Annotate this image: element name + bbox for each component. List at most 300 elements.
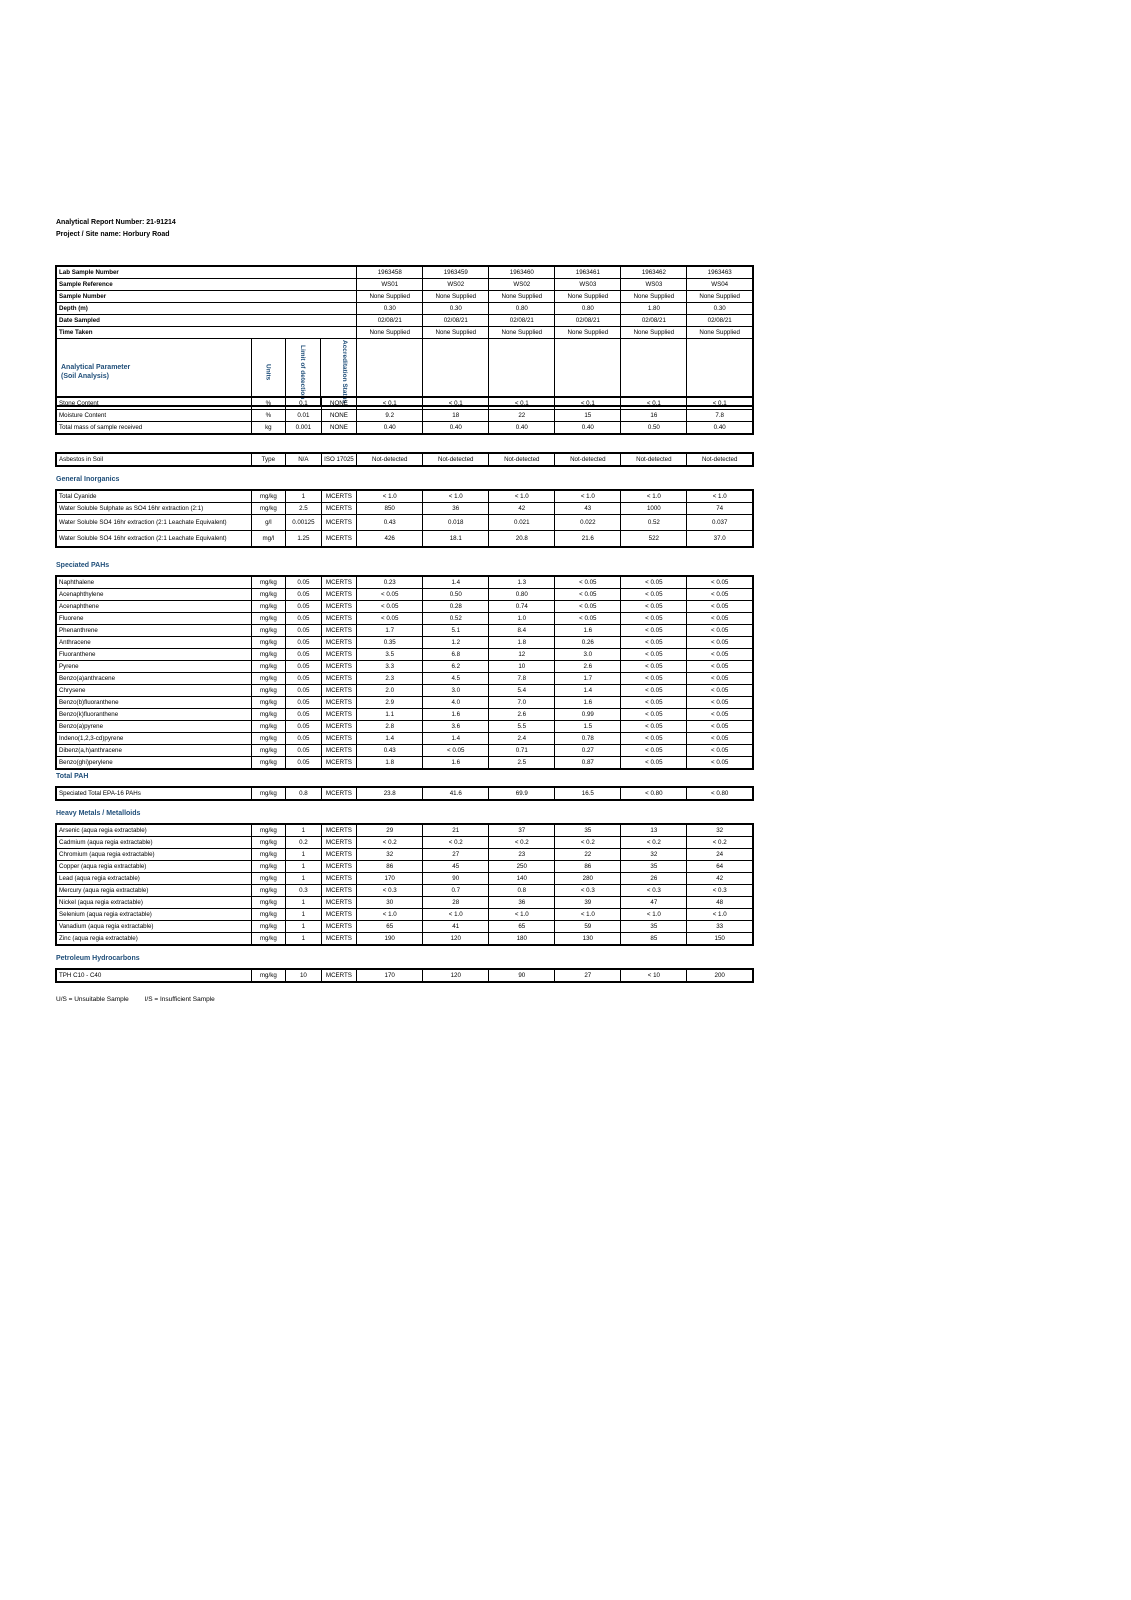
result-value: < 0.05 [687, 697, 753, 709]
result-value: 0.022 [555, 515, 621, 531]
result-value: 45 [423, 861, 489, 873]
parameter-name: Water Soluble SO4 16hr extraction (2:1 Leachate Equivalent) [56, 531, 251, 548]
result-value: 35 [621, 861, 687, 873]
result-value: Not-detected [621, 453, 687, 466]
parameter-name: Pyrene [56, 661, 251, 673]
result-row [56, 685, 753, 697]
section-title: Total PAH [56, 773, 89, 780]
result-value: < 0.05 [687, 576, 753, 589]
accreditation-value: MCERTS [321, 757, 357, 770]
result-value: 1.5 [555, 721, 621, 733]
accreditation-value: NONE [321, 410, 357, 422]
result-value: < 0.05 [621, 721, 687, 733]
accreditation-value: MCERTS [321, 637, 357, 649]
result-value: 0.018 [423, 515, 489, 531]
units-value: mg/kg [251, 933, 286, 946]
result-value: 0.78 [555, 733, 621, 745]
results-table [55, 452, 754, 467]
result-row [56, 885, 753, 897]
result-value: 27 [555, 969, 621, 982]
result-value: < 0.05 [357, 613, 423, 625]
result-value: < 1.0 [423, 909, 489, 921]
lod-value: 0.01 [286, 410, 322, 422]
result-value: < 0.80 [687, 787, 753, 800]
result-value: 1.3 [489, 576, 555, 589]
result-value: 0.52 [621, 515, 687, 531]
header-value: None Supplied [621, 327, 687, 339]
result-value: < 0.1 [423, 397, 489, 410]
accreditation-value: MCERTS [321, 787, 357, 800]
result-value: 5.4 [489, 685, 555, 697]
result-value: 8.4 [489, 625, 555, 637]
result-value: 16.5 [555, 787, 621, 800]
result-row [56, 673, 753, 685]
parameter-name: Acenaphthylene [56, 589, 251, 601]
result-row [56, 397, 753, 410]
accreditation-value: MCERTS [321, 933, 357, 946]
units-value: mg/kg [251, 709, 286, 721]
result-value: 1.4 [357, 733, 423, 745]
result-value: 7.8 [687, 410, 753, 422]
result-value: 27 [423, 849, 489, 861]
result-value: 150 [687, 933, 753, 946]
header-value: 1963460 [489, 266, 555, 279]
parameter-name: Anthracene [56, 637, 251, 649]
result-value: 36 [489, 897, 555, 909]
result-value: Not-detected [687, 453, 753, 466]
lod-value: 10 [286, 969, 322, 982]
result-value: < 0.80 [621, 787, 687, 800]
result-value: 65 [489, 921, 555, 933]
header-row-label: Time Taken [56, 327, 357, 339]
units-value: mg/kg [251, 757, 286, 770]
parameter-name: Chromium (aqua regia extractable) [56, 849, 251, 861]
result-value: 69.9 [489, 787, 555, 800]
result-value: 426 [357, 531, 423, 548]
result-value: 16 [621, 410, 687, 422]
result-value: < 0.05 [555, 613, 621, 625]
result-value: < 0.1 [357, 397, 423, 410]
result-value: 90 [423, 873, 489, 885]
result-value: 35 [621, 921, 687, 933]
result-value: 47 [621, 897, 687, 909]
result-value: 21 [423, 824, 489, 837]
header-row-label: Date Sampled [56, 315, 357, 327]
parameter-name: Moisture Content [56, 410, 251, 422]
header-value: None Supplied [687, 327, 753, 339]
lod-value: 1 [286, 861, 322, 873]
result-value: < 0.05 [621, 637, 687, 649]
lod-value: 0.05 [286, 649, 322, 661]
accreditation-value: MCERTS [321, 661, 357, 673]
header-value: WS03 [555, 279, 621, 291]
units-value: mg/kg [251, 576, 286, 589]
result-value: 120 [423, 933, 489, 946]
parameter-name: Mercury (aqua regia extractable) [56, 885, 251, 897]
result-row [56, 649, 753, 661]
header-value: 0.80 [555, 303, 621, 315]
header-row-label: Lab Sample Number [56, 266, 357, 279]
result-value: < 0.05 [621, 625, 687, 637]
accreditation-value: MCERTS [321, 885, 357, 897]
results-table [55, 489, 754, 548]
header-row [56, 291, 753, 303]
result-value: 7.8 [489, 673, 555, 685]
result-value: 12 [489, 649, 555, 661]
result-value: 37.0 [687, 531, 753, 548]
result-value: < 0.05 [687, 673, 753, 685]
header-value: 1963462 [621, 266, 687, 279]
result-value: 5.1 [423, 625, 489, 637]
lod-value: 0.05 [286, 733, 322, 745]
accreditation-value: ISO 17025 [321, 453, 357, 466]
result-value: < 0.05 [687, 661, 753, 673]
units-value: mg/kg [251, 824, 286, 837]
result-row [56, 921, 753, 933]
units-value: mg/kg [251, 661, 286, 673]
accreditation-value: MCERTS [321, 613, 357, 625]
result-value: < 0.05 [687, 685, 753, 697]
header-value: 02/08/21 [687, 315, 753, 327]
result-row [56, 503, 753, 515]
result-value: 1.4 [423, 576, 489, 589]
accreditation-value: MCERTS [321, 673, 357, 685]
result-value: < 0.05 [687, 745, 753, 757]
result-value: < 0.05 [555, 589, 621, 601]
result-value: 0.71 [489, 745, 555, 757]
accreditation-value: MCERTS [321, 921, 357, 933]
result-value: < 0.05 [621, 709, 687, 721]
result-row [56, 531, 753, 548]
result-value: < 0.05 [687, 721, 753, 733]
result-value: 0.28 [423, 601, 489, 613]
parameter-name: Benzo(ghi)perylene [56, 757, 251, 770]
result-value: 41.6 [423, 787, 489, 800]
result-value: 6.2 [423, 661, 489, 673]
result-value: < 1.0 [555, 490, 621, 503]
result-value: 0.40 [423, 422, 489, 435]
lod-value: 0.05 [286, 685, 322, 697]
parameter-name: TPH C10 - C40 [56, 969, 251, 982]
units-value: mg/kg [251, 909, 286, 921]
units-value: mg/kg [251, 861, 286, 873]
result-value: < 0.05 [423, 745, 489, 757]
result-row [56, 861, 753, 873]
parameter-name: Lead (aqua regia extractable) [56, 873, 251, 885]
result-value: 2.3 [357, 673, 423, 685]
header-value: WS02 [423, 279, 489, 291]
parameter-name: Nickel (aqua regia extractable) [56, 897, 251, 909]
result-value: < 0.05 [621, 613, 687, 625]
result-value: < 0.05 [621, 576, 687, 589]
parameter-name: Phenanthrene [56, 625, 251, 637]
accreditation-value: MCERTS [321, 697, 357, 709]
result-value: 43 [555, 503, 621, 515]
result-value: 3.5 [357, 649, 423, 661]
result-row [56, 969, 753, 982]
result-value: 18 [423, 410, 489, 422]
accreditation-value: NONE [321, 422, 357, 435]
result-value: < 0.2 [489, 837, 555, 849]
parameter-name: Benzo(a)anthracene [56, 673, 251, 685]
lod-value: 0.05 [286, 745, 322, 757]
result-value: 522 [621, 531, 687, 548]
result-value: Not-detected [423, 453, 489, 466]
results-table [55, 396, 754, 435]
lod-value: 1 [286, 824, 322, 837]
result-value: 86 [357, 861, 423, 873]
units-value: mg/kg [251, 897, 286, 909]
results-table [55, 575, 754, 770]
header-row [56, 303, 753, 315]
header-row [56, 266, 753, 279]
result-value: Not-detected [489, 453, 555, 466]
result-value: < 0.05 [687, 757, 753, 770]
header-value: 02/08/21 [489, 315, 555, 327]
result-row [56, 745, 753, 757]
header-row [56, 315, 753, 327]
units-value: mg/kg [251, 969, 286, 982]
result-value: 190 [357, 933, 423, 946]
header-value: None Supplied [621, 291, 687, 303]
parameter-name: Total mass of sample received [56, 422, 251, 435]
footnote [56, 996, 215, 1003]
result-value: 0.23 [357, 576, 423, 589]
units-value: mg/kg [251, 637, 286, 649]
result-row [56, 824, 753, 837]
header-row [56, 279, 753, 291]
result-value: 35 [555, 824, 621, 837]
result-value: 0.50 [621, 422, 687, 435]
result-value: 23.8 [357, 787, 423, 800]
result-value: < 0.05 [687, 601, 753, 613]
result-value: < 0.05 [687, 649, 753, 661]
result-value: 1.1 [357, 709, 423, 721]
result-value: < 1.0 [621, 490, 687, 503]
parameter-name: Vanadium (aqua regia extractable) [56, 921, 251, 933]
header-value: 1963463 [687, 266, 753, 279]
lod-value: 0.05 [286, 625, 322, 637]
result-value: 2.8 [357, 721, 423, 733]
lod-value: 0.2 [286, 837, 322, 849]
accreditation-value: MCERTS [321, 873, 357, 885]
result-row [56, 613, 753, 625]
result-value: < 0.05 [621, 601, 687, 613]
units-value: Type [251, 453, 286, 466]
result-value: 4.5 [423, 673, 489, 685]
lod-value: 0.05 [286, 757, 322, 770]
result-value: 0.40 [687, 422, 753, 435]
units-value: mg/kg [251, 673, 286, 685]
result-value: 85 [621, 933, 687, 946]
result-value: 0.52 [423, 613, 489, 625]
lod-value: 0.05 [286, 709, 322, 721]
units-value: mg/kg [251, 697, 286, 709]
result-value: 3.3 [357, 661, 423, 673]
result-value: < 0.05 [621, 733, 687, 745]
result-value: < 1.0 [489, 909, 555, 921]
result-value: < 0.05 [621, 745, 687, 757]
result-value: 130 [555, 933, 621, 946]
result-row [56, 709, 753, 721]
result-value: < 0.05 [687, 637, 753, 649]
result-value: 24 [687, 849, 753, 861]
units-value: mg/kg [251, 503, 286, 515]
result-value: 0.037 [687, 515, 753, 531]
result-value: 1000 [621, 503, 687, 515]
accreditation-value: MCERTS [321, 625, 357, 637]
result-value: 41 [423, 921, 489, 933]
accreditation-value: MCERTS [321, 721, 357, 733]
header-value: 1963461 [555, 266, 621, 279]
lod-value: 0.1 [286, 397, 322, 410]
result-row [56, 897, 753, 909]
results-table [55, 823, 754, 946]
result-value: 0.80 [489, 589, 555, 601]
result-value: 32 [687, 824, 753, 837]
result-value: 0.8 [489, 885, 555, 897]
result-value: 170 [357, 969, 423, 982]
parameter-name: Chrysene [56, 685, 251, 697]
lod-value: 2.5 [286, 503, 322, 515]
result-value: 23 [489, 849, 555, 861]
header-value: WS04 [687, 279, 753, 291]
result-value: < 0.05 [357, 589, 423, 601]
limit-of-detection-header: Limit of detection [299, 344, 306, 400]
report-number: Analytical Report Number: 21-91214 [56, 219, 176, 226]
result-row [56, 410, 753, 422]
units-value: g/l [251, 515, 286, 531]
result-value: 2.9 [357, 697, 423, 709]
result-value: < 0.1 [621, 397, 687, 410]
section-title: Speciated PAHs [56, 562, 110, 569]
header-value: 1963459 [423, 266, 489, 279]
result-value: < 0.05 [621, 589, 687, 601]
units-value: % [251, 410, 286, 422]
result-value: 2.4 [489, 733, 555, 745]
units-value: % [251, 397, 286, 410]
result-value: 1.7 [357, 625, 423, 637]
lod-value: 0.8 [286, 787, 322, 800]
header-value: None Supplied [555, 291, 621, 303]
result-value: 1.7 [555, 673, 621, 685]
accreditation-value: MCERTS [321, 503, 357, 515]
units-value: mg/kg [251, 873, 286, 885]
result-value: < 0.05 [687, 709, 753, 721]
result-value: 22 [555, 849, 621, 861]
result-value: < 0.3 [621, 885, 687, 897]
accreditation-value: MCERTS [321, 490, 357, 503]
result-value: 28 [423, 897, 489, 909]
parameter-name: Indeno(1,2,3-cd)pyrene [56, 733, 251, 745]
result-value: 20.8 [489, 531, 555, 548]
accreditation-value: MCERTS [321, 709, 357, 721]
result-value: 48 [687, 897, 753, 909]
accreditation-value: MCERTS [321, 837, 357, 849]
sample-header-table [55, 265, 754, 407]
result-value: 3.0 [423, 685, 489, 697]
accreditation-value: MCERTS [321, 531, 357, 548]
lod-value: 0.00125 [286, 515, 322, 531]
parameter-name: Naphthalene [56, 576, 251, 589]
lod-value: 1 [286, 490, 322, 503]
result-value: 86 [555, 861, 621, 873]
result-value: 0.35 [357, 637, 423, 649]
result-value: 10 [489, 661, 555, 673]
result-row [56, 733, 753, 745]
lod-value: 0.05 [286, 613, 322, 625]
result-value: < 1.0 [357, 909, 423, 921]
parameter-name: Arsenic (aqua regia extractable) [56, 824, 251, 837]
result-value: < 1.0 [687, 490, 753, 503]
result-value: < 0.1 [687, 397, 753, 410]
accreditation-value: MCERTS [321, 515, 357, 531]
result-value: 2.6 [489, 709, 555, 721]
result-value: 74 [687, 503, 753, 515]
result-value: 1.4 [555, 685, 621, 697]
header-value: 0.30 [687, 303, 753, 315]
lod-value: 0.05 [286, 589, 322, 601]
section-title: Petroleum Hydrocarbons [56, 955, 140, 962]
result-value: 140 [489, 873, 555, 885]
result-value: 7.0 [489, 697, 555, 709]
header-value: 1963458 [357, 266, 423, 279]
result-row [56, 661, 753, 673]
result-value: 0.50 [423, 589, 489, 601]
result-value: 5.5 [489, 721, 555, 733]
header-value: None Supplied [489, 327, 555, 339]
parameter-name: Asbestos in Soil [56, 453, 251, 466]
result-value: < 0.05 [687, 733, 753, 745]
result-value: 42 [489, 503, 555, 515]
accreditation-value: MCERTS [321, 897, 357, 909]
result-value: 3.0 [555, 649, 621, 661]
header-value: 0.80 [489, 303, 555, 315]
result-value: 250 [489, 861, 555, 873]
accreditation-value: MCERTS [321, 589, 357, 601]
header-row-label: Sample Reference [56, 279, 357, 291]
result-value: Not-detected [357, 453, 423, 466]
result-value: 0.43 [357, 745, 423, 757]
result-row [56, 697, 753, 709]
footnote-insufficient: I/S = Insufficient Sample [144, 996, 215, 1003]
lod-value: 0.05 [286, 661, 322, 673]
lod-value: 0.05 [286, 637, 322, 649]
result-value: 36 [423, 503, 489, 515]
lod-value: 0.05 [286, 673, 322, 685]
lod-value: 0.05 [286, 601, 322, 613]
units-value: mg/kg [251, 490, 286, 503]
result-value: < 0.3 [357, 885, 423, 897]
result-value: 22 [489, 410, 555, 422]
results-table [55, 968, 754, 983]
units-value: mg/kg [251, 721, 286, 733]
lod-value: 1 [286, 909, 322, 921]
accreditation-value: MCERTS [321, 849, 357, 861]
lod-value: 0.001 [286, 422, 322, 435]
result-value: < 0.05 [621, 697, 687, 709]
header-value: None Supplied [357, 291, 423, 303]
result-value: < 0.3 [687, 885, 753, 897]
result-row [56, 589, 753, 601]
result-value: 0.40 [357, 422, 423, 435]
result-value: 32 [357, 849, 423, 861]
units-value: mg/l [251, 531, 286, 548]
section-title: Heavy Metals / Metalloids [56, 810, 141, 817]
result-row [56, 849, 753, 861]
units-value: mg/kg [251, 787, 286, 800]
result-value: < 0.1 [555, 397, 621, 410]
